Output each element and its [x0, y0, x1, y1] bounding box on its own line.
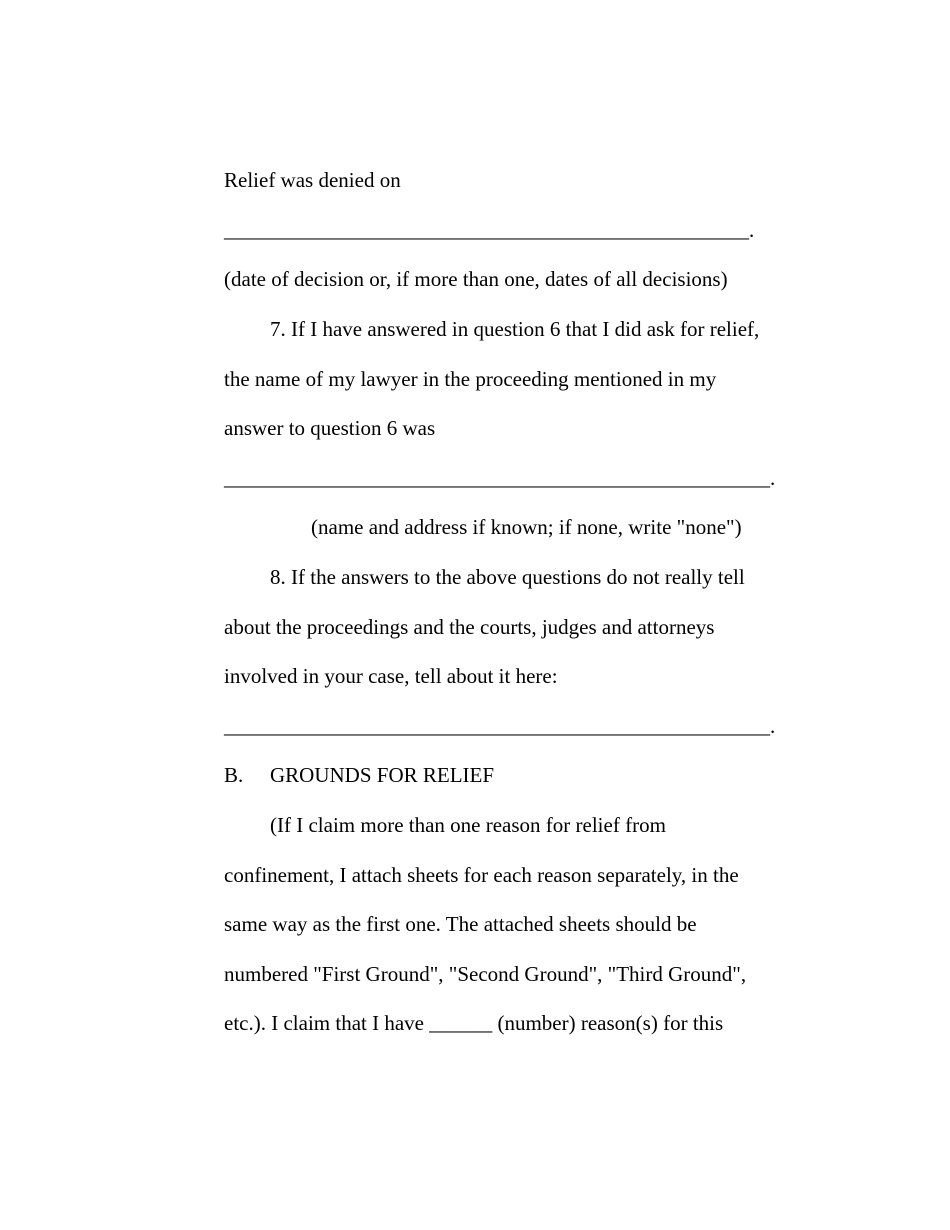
caption-date-of-decision: (date of decision or, if more than one, dates of all decisions) — [224, 267, 728, 291]
question-8-text-cont-2: involved in your case, tell about it here: — [224, 664, 558, 688]
section-letter: B. — [224, 763, 244, 787]
text-relief-denied: Relief was denied on — [224, 168, 401, 192]
grounds-paragraph-line-4: numbered "First Ground", "Second Ground", "Third Ground", — [224, 962, 747, 986]
grounds-paragraph-line-3: same way as the first one. The attached sheets should be — [224, 912, 697, 936]
grounds-paragraph-line-1: (If I claim more than one reason for relief from — [270, 813, 666, 837]
grounds-paragraph-line-2: confinement, I attach sheets for each reason separately, in the — [224, 863, 739, 887]
blank-line-proceedings: ____________________________________________________. — [224, 714, 776, 738]
grounds-paragraph-line-5: etc.). I claim that I have ______ (number) reason(s) for this — [224, 1011, 724, 1035]
section-title: GROUNDS FOR RELIEF — [270, 763, 495, 787]
blank-line-lawyer: ____________________________________________________. — [224, 466, 776, 490]
question-7-text-cont-1: the name of my lawyer in the proceeding mentioned in my — [224, 367, 717, 391]
question-7-text-cont-2: answer to question 6 was — [224, 416, 436, 440]
caption-name-and-address: (name and address if known; if none, write "none") — [311, 515, 742, 539]
blank-line-decision-date: __________________________________________________. — [224, 218, 755, 242]
question-7-text: 7. If I have answered in question 6 that I did ask for relief, — [270, 317, 760, 341]
question-8-text: 8. If the answers to the above questions do not really tell — [270, 565, 745, 589]
question-8-text-cont-1: about the proceedings and the courts, judges and attorneys — [224, 615, 715, 639]
